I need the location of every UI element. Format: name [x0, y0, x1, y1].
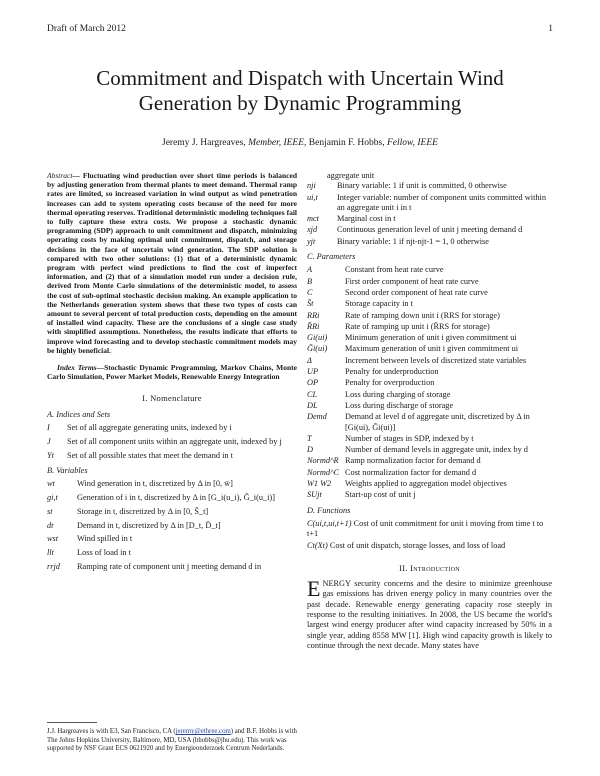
- def-text: Demand at level d of aggregate unit, discretized by Δ in [Gi(ui), Ḡi(ui)]: [345, 412, 530, 432]
- def-symbol: T: [307, 433, 312, 443]
- def-symbol: wt: [47, 479, 55, 489]
- def-row: [307, 479, 552, 489]
- def-row: [47, 548, 297, 558]
- def-symbol: DL: [307, 400, 318, 410]
- def-row: [307, 541, 552, 551]
- def-symbol: mct: [307, 214, 319, 224]
- right-column: [307, 171, 552, 651]
- index-terms-label: Index Terms: [57, 363, 97, 373]
- def-row: [47, 534, 297, 544]
- left-column: [47, 171, 297, 576]
- def-symbol: Demd: [307, 412, 327, 422]
- def-text: Weights applied to aggregation model objectives: [345, 479, 507, 489]
- author-1-role: Member, IEEE: [248, 138, 305, 148]
- def-symbol: CL: [307, 389, 318, 399]
- def-text: Cost of unit dispatch, storage losses, and loss of load: [329, 540, 506, 550]
- def-text: Wind spilled in t: [77, 534, 133, 544]
- def-symbol: W1 W2: [307, 479, 332, 489]
- subsection-indices: A. Indices and Sets: [47, 409, 111, 419]
- def-symbol: rrjd: [47, 562, 60, 572]
- def-symbol: D: [307, 445, 313, 455]
- def-row: [307, 181, 552, 191]
- index-terms-text: —Stochastic Dynamic Programming, Markov Chains, Monte Carlo Simulation, Power Market Models, Renewable Energy Integration: [47, 363, 298, 382]
- def-row: [307, 412, 552, 433]
- def-row: [307, 490, 552, 500]
- section-heading-introduction: II. Introduction: [399, 562, 460, 573]
- footnote: [47, 728, 297, 754]
- def-text: Penalty for overproduction: [345, 378, 435, 388]
- def-text: First order component of heat rate curve: [345, 276, 479, 286]
- def-row: [307, 288, 552, 298]
- def-row: [47, 562, 297, 572]
- def-row: [47, 521, 297, 531]
- def-text: Penalty for underproduction: [345, 367, 439, 377]
- def-symbol: RRi: [307, 310, 320, 320]
- def-row: [47, 423, 297, 433]
- def-row: [307, 468, 552, 478]
- def-symbol: gi,t: [47, 493, 58, 503]
- def-text: Second order component of heat rate curve: [345, 287, 488, 297]
- def-row: [307, 356, 552, 366]
- def-row: [307, 214, 552, 224]
- def-text: Constant from heat rate curve: [345, 265, 444, 275]
- def-symbol: Yt: [47, 450, 54, 460]
- def-row: [47, 493, 297, 503]
- running-header-draft: Draft of March 2012: [47, 24, 126, 34]
- def-symbol: Normd^C: [307, 467, 340, 477]
- def-symbol: Δ: [307, 355, 312, 365]
- def-text: Increment between levels of discretized state variables: [345, 355, 527, 365]
- def-text: Demand in t, discretized by Δ in [D_t, D̄_t]: [77, 520, 221, 530]
- subsection-parameters: C. Parameters: [307, 252, 356, 262]
- def-symbol: A: [307, 265, 313, 275]
- def-symbol: wst: [47, 534, 59, 544]
- def-symbol: Normd^R: [307, 456, 339, 466]
- def-text: Loss of load in t: [77, 548, 131, 558]
- def-row: [307, 519, 552, 540]
- section-heading-nomenclature: I. Nomenclature: [142, 393, 202, 404]
- def-text: Integer variable: number of component units committed within an aggregate unit i in t: [337, 192, 546, 212]
- def-row: [47, 507, 297, 517]
- author-separator: , Benjamin F. Hobbs,: [304, 138, 387, 148]
- def-row: [47, 437, 297, 447]
- introduction-paragraph: [307, 576, 552, 651]
- def-text: Loss during discharge of storage: [345, 400, 454, 410]
- def-text: Set of all aggregate generating units, indexed by i: [67, 423, 232, 433]
- def-symbol: I: [47, 423, 50, 433]
- abstract-label: Abstract: [47, 171, 73, 180]
- def-text: Ramp normalization factor for demand d: [345, 456, 481, 466]
- def-text: Storage in t, discretized by Δ in [0, S̄_t]: [77, 506, 209, 516]
- def-symbol: Ḡi(ui): [307, 344, 328, 354]
- def-row: [307, 434, 552, 444]
- footnote-text-2: ) and B.F. Hobbs is with The Johns Hopkins University, Baltimore, MD, USA (bhobbs@jhu.edu). This work was supported by NSF Grant ECS 0621920 and by Energieonderzoek Centrum Nederlands.: [47, 728, 297, 752]
- variable-continuation: aggregate unit: [327, 171, 375, 180]
- def-text: Set of all possible states that meet the demand in t: [67, 450, 233, 460]
- footnote-rule: [47, 722, 97, 723]
- def-row: [47, 479, 297, 489]
- def-row: [47, 451, 297, 461]
- def-row: [307, 237, 552, 247]
- def-row: [307, 456, 552, 466]
- def-row: [307, 311, 552, 321]
- def-symbol: yjt: [307, 236, 316, 246]
- def-row: [307, 333, 552, 343]
- def-symbol: UP: [307, 367, 319, 377]
- def-row: [307, 225, 552, 235]
- def-row: [307, 193, 552, 214]
- def-row: [307, 344, 552, 354]
- author-1: Jeremy J. Hargreaves,: [162, 138, 249, 148]
- def-text: Maximum generation of unit i given commitment ui: [345, 344, 519, 354]
- def-symbol: ui,t: [307, 192, 318, 202]
- def-text: Ramping rate of component unit j meeting demand d in: [77, 562, 262, 572]
- introduction-text: NERGY security concerns and the desire to minimize greenhouse gas emissions has driven energy policy in many countries over the past decade. Renewable energy generating capacity rose steeply in response to the resulting initiatives. In 2008, the US became the world's largest wind energy producer after wind capacity increased by 50% in a single year, adding 8558 MW [1]. High wind capacity growth is likely to continue through the next decade. Many states have: [307, 579, 552, 650]
- footnote-text-1: J.J. Hargreaves is with E3, San Francisco, CA (: [47, 728, 176, 735]
- def-symbol: st: [47, 506, 53, 516]
- def-text: Rate of ramping down unit i (RRS for storage): [345, 310, 500, 320]
- abstract: [47, 171, 297, 355]
- def-text: Cost normalization factor for demand d: [345, 467, 477, 477]
- drop-cap: E: [307, 576, 321, 602]
- def-text: Loss during charging of storage: [345, 389, 451, 399]
- title-line-1: Commitment and Dispatch with Uncertain Wind: [96, 66, 504, 90]
- def-text: Storage capacity in t: [345, 299, 413, 309]
- def-text: Continuous generation level of unit j meeting demand d: [337, 225, 523, 235]
- def-row: [307, 367, 552, 377]
- abstract-text: — Fluctuating wind production over short time periods is balanced by adjusting generation from thermal plants to meet demand. Thermal ramp rates are limited, so increased variation in wind output as wind penetration increases can add to system operating costs because of the need for more thermal operating reserves. Traditional deterministic modeling techniques fail to fully capture these extra costs. We propose a stochastic dynamic programming (SDP) approach to unit commitment and dispatch, minimizing operating costs by making optimal unit commitment, dispatch, and storage decisions in the face of uncertain wind generation. The SDP solution is compared with two other solutions: (1) that of a deterministic dynamic program with perfect wind predictions to find the cost of imperfect information, and (2) that of a simulation model run under a decision rule, derived from Monte Carlo simulations of the deterministic model, to assess the cost of sub-optimal stochastic decision making. An example application to the Netherlands generation system shows that these two types of costs can amount to several percent of total production costs, depending on the amount of installed wind capacity. These are the conclusions of a single case study with simplified assumptions. Nonetheless, the results indicate that efforts to improve wind forecasting and to develop stochastic commitment models may be highly beneficial.: [47, 171, 297, 355]
- def-symbol: C(ui,t,ui,t+1): [307, 518, 352, 528]
- def-row: [307, 390, 552, 400]
- def-text: Binary variable: 1 if unit is committed, 0 otherwise: [337, 181, 507, 191]
- def-symbol: S̄t: [307, 299, 314, 309]
- def-symbol: SUjt: [307, 490, 322, 500]
- def-symbol: B: [307, 276, 313, 286]
- subsection-functions: D. Functions: [307, 505, 351, 515]
- def-text: Number of stages in SDP, indexed by t: [345, 433, 474, 443]
- def-symbol: OP: [307, 378, 319, 388]
- def-text: Rate of ramping up unit i (R̄RS for storage): [345, 321, 490, 331]
- def-text: Set of all component units within an aggregate unit, indexed by j: [67, 436, 282, 446]
- def-text: Minimum generation of unit i given commitment ui: [345, 333, 517, 343]
- def-symbol: xjd: [307, 225, 318, 235]
- def-row: [307, 265, 552, 275]
- def-text: [307, 519, 552, 540]
- def-text: Binary variable: 1 if njt-njt-1 = 1, 0 otherwise: [337, 236, 489, 246]
- def-text: Start-up cost of unit j: [345, 490, 416, 500]
- title-line-2: Generation by Dynamic Programming: [138, 91, 462, 115]
- def-symbol: dt: [47, 520, 54, 530]
- def-text: Cost of unit commitment for unit i moving from time t to t+1: [307, 518, 544, 539]
- def-symbol: llt: [47, 548, 54, 558]
- def-text: Number of demand levels in aggregate unit, index by d: [345, 445, 528, 455]
- def-row: [307, 299, 552, 309]
- page-number: 1: [548, 24, 553, 34]
- def-text: [307, 541, 505, 551]
- def-symbol: nji: [307, 181, 316, 191]
- def-symbol: C: [307, 287, 313, 297]
- author-2-role: Fellow, IEEE: [386, 138, 438, 148]
- def-symbol: R̄Ri: [307, 321, 320, 331]
- paper-title: [40, 66, 560, 116]
- subsection-variables: B. Variables: [47, 465, 88, 475]
- def-row: [307, 401, 552, 411]
- def-symbol: J: [47, 436, 51, 446]
- def-text: Generation of i in t, discretized by Δ in [G_i(u_i), Ḡ_i(u_i)]: [77, 493, 275, 503]
- author-line: [40, 138, 560, 148]
- def-row: [307, 378, 552, 388]
- footnote-email-link[interactable]: jeremy@ethree.com: [175, 728, 231, 735]
- def-symbol: Ct(Xt): [307, 540, 328, 550]
- def-symbol: Gi(ui): [307, 333, 328, 343]
- index-terms: [47, 363, 297, 381]
- def-text: Marginal cost in t: [337, 214, 396, 224]
- def-row: [307, 277, 552, 287]
- def-text: Wind generation in t, discretized by Δ in [0, w̄]: [77, 479, 233, 489]
- def-row: [307, 322, 552, 332]
- def-row: [307, 445, 552, 455]
